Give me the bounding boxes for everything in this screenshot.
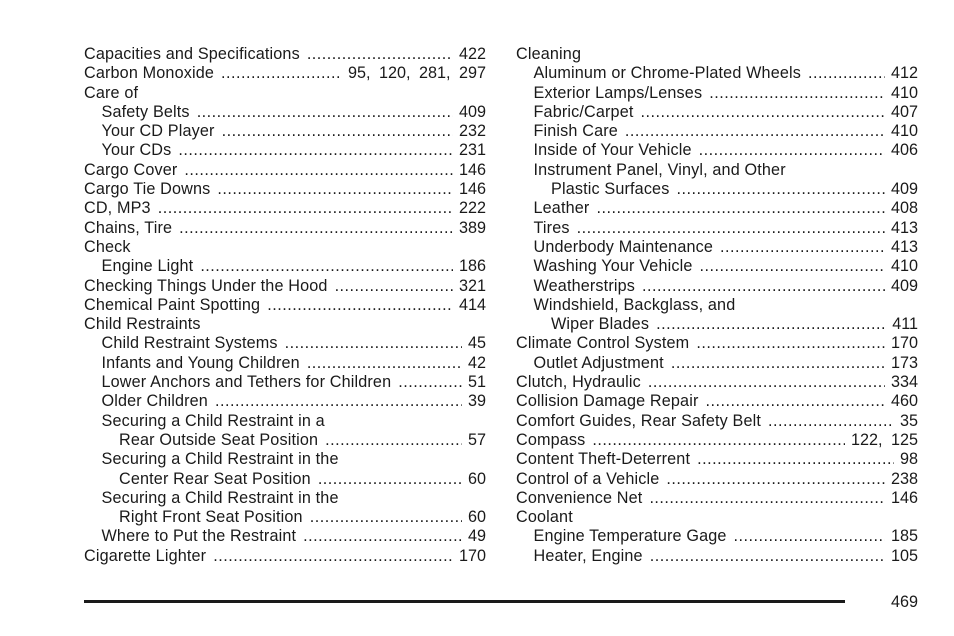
entry-page-ref: 146	[890, 488, 918, 507]
index-entry	[84, 392, 486, 411]
entry-label: Aluminum or Chrome-Plated Wheels	[533, 64, 801, 83]
dot-leader	[310, 508, 462, 527]
entry-page-ref: 410	[890, 257, 918, 276]
index-entry	[516, 470, 918, 489]
index-heading	[516, 296, 918, 315]
entry-page-ref: 49	[467, 527, 486, 546]
index-entry	[84, 141, 486, 160]
entry-label: Infants and Young Children	[101, 353, 300, 372]
dot-leader	[699, 141, 885, 160]
entry-page-ref: 98	[899, 450, 918, 469]
entry-label: Outlet Adjustment	[533, 353, 664, 372]
entry-page-ref: 409	[890, 180, 918, 199]
index-heading	[84, 238, 486, 257]
entry-label: Instrument Panel, Vinyl, and Other	[533, 160, 786, 179]
dot-leader	[325, 431, 462, 450]
index-entry	[516, 219, 918, 238]
entry-page-ref: 412	[890, 64, 918, 83]
entry-label: Windshield, Backglass, and	[533, 295, 736, 314]
entry-label: Older Children	[101, 392, 208, 411]
dot-leader	[222, 122, 453, 141]
entry-label: Cargo Tie Downs	[84, 180, 211, 199]
index-entry	[516, 527, 918, 546]
index-entry	[516, 238, 918, 257]
entry-label: Finish Care	[533, 122, 618, 141]
entry-page-ref: 232	[458, 122, 486, 141]
index-entry	[516, 84, 918, 103]
entry-page-ref: 222	[458, 199, 486, 218]
dot-leader	[158, 199, 453, 218]
entry-label: Convenience Net	[516, 488, 643, 507]
entry-page-ref: 60	[467, 469, 486, 488]
index-entry	[516, 334, 918, 353]
index-column-left	[84, 45, 486, 566]
index-entry	[84, 103, 486, 122]
entry-page-ref: 334	[890, 373, 918, 392]
index-entry	[516, 450, 918, 469]
entry-label: Securing a Child Restraint in the	[101, 488, 339, 507]
entry-page-ref: 173	[890, 353, 918, 372]
dot-leader	[676, 180, 885, 199]
dot-leader	[697, 450, 894, 469]
dot-leader	[267, 296, 453, 315]
dot-leader	[307, 354, 462, 373]
entry-label: Your CDs	[101, 141, 172, 160]
index-entry	[84, 431, 486, 450]
dot-leader	[303, 527, 462, 546]
entry-label: Lower Anchors and Tethers for Children	[101, 373, 392, 392]
index-entry	[516, 141, 918, 160]
entry-label: Chemical Paint Spotting	[84, 295, 261, 314]
entry-page-ref: 170	[890, 334, 918, 353]
entry-label: Check	[84, 237, 131, 256]
entry-page-ref: 57	[467, 430, 486, 449]
index-entry	[516, 64, 918, 83]
entry-page-ref: 146	[458, 160, 486, 179]
entry-label: Wiper Blades	[551, 315, 650, 334]
entry-page-ref: 422	[458, 45, 486, 63]
dot-leader	[197, 103, 453, 122]
entry-label: Comfort Guides, Rear Safety Belt	[516, 411, 762, 430]
entry-page-ref: 95, 120, 281, 297	[347, 64, 486, 83]
entry-label: Rear Outside Seat Position	[119, 430, 319, 449]
entry-page-ref: 410	[890, 83, 918, 102]
index-entry	[516, 103, 918, 122]
dot-leader	[649, 489, 885, 508]
entry-label: Securing a Child Restraint in a	[101, 411, 325, 430]
entry-label: Washing Your Vehicle	[533, 257, 693, 276]
entry-label: Where to Put the Restraint	[101, 527, 297, 546]
dot-leader	[213, 547, 453, 566]
index-entry	[516, 277, 918, 296]
dot-leader	[768, 412, 894, 431]
entry-label: Cleaning	[516, 45, 582, 63]
entry-label: Climate Control System	[516, 334, 690, 353]
index-entry	[516, 354, 918, 373]
index-entry	[516, 547, 918, 566]
index-entry	[516, 489, 918, 508]
entry-page-ref: 409	[458, 102, 486, 121]
entry-label: Compass	[516, 430, 586, 449]
entry-label: Cargo Cover	[84, 160, 178, 179]
entry-label: Center Rear Seat Position	[119, 469, 311, 488]
entry-page-ref: 51	[467, 373, 486, 392]
index-heading	[84, 450, 486, 469]
entry-page-ref: 105	[890, 546, 918, 565]
dot-leader	[671, 354, 885, 373]
index-entry	[84, 45, 486, 64]
dot-leader	[720, 238, 885, 257]
entry-label: CD, MP3	[84, 199, 151, 218]
dot-leader	[706, 392, 885, 411]
entry-label: Child Restraints	[84, 315, 201, 334]
entry-label: Inside of Your Vehicle	[533, 141, 692, 160]
index-heading	[84, 84, 486, 103]
entry-label: Securing a Child Restraint in the	[101, 450, 339, 469]
entry-label: Weatherstrips	[533, 276, 636, 295]
entry-label: Tires	[533, 218, 570, 237]
index-entry	[516, 431, 918, 450]
entry-page-ref: 39	[467, 392, 486, 411]
index-entry	[84, 527, 486, 546]
index-heading	[516, 508, 918, 527]
index-entry	[516, 122, 918, 141]
dot-leader	[592, 431, 845, 450]
entry-label: Control of a Vehicle	[516, 469, 660, 488]
index-column-right	[516, 45, 918, 566]
dot-leader	[215, 392, 462, 411]
dot-leader	[709, 84, 885, 103]
dot-leader	[178, 141, 453, 160]
index-entry	[84, 122, 486, 141]
index-entry	[84, 257, 486, 276]
index-entry	[84, 508, 486, 527]
index-entry	[84, 373, 486, 392]
index-heading	[84, 489, 486, 508]
entry-page-ref: 122, 125	[850, 430, 918, 449]
dot-leader	[200, 257, 453, 276]
entry-page-ref: 45	[467, 334, 486, 353]
index-entry	[84, 296, 486, 315]
dot-leader	[307, 45, 453, 64]
dot-leader	[734, 527, 885, 546]
entry-label: Engine Light	[101, 257, 194, 276]
index-entry	[84, 199, 486, 218]
entry-label: Coolant	[516, 508, 573, 527]
index-entry	[84, 354, 486, 373]
dot-leader	[699, 257, 885, 276]
entry-page-ref: 414	[458, 295, 486, 314]
index-entry	[84, 547, 486, 566]
index-entry	[516, 257, 918, 276]
entry-page-ref: 35	[899, 411, 918, 430]
entry-label: Fabric/Carpet	[533, 102, 634, 121]
dot-leader	[625, 122, 885, 141]
entry-label: Right Front Seat Position	[119, 508, 303, 527]
dot-leader	[179, 219, 453, 238]
entry-label: Plastic Surfaces	[551, 180, 670, 199]
entry-page-ref: 406	[890, 141, 918, 160]
dot-leader	[335, 277, 453, 296]
index-entry	[84, 219, 486, 238]
entry-page-ref: 411	[892, 315, 918, 334]
index-heading	[516, 161, 918, 180]
entry-page-ref: 321	[458, 276, 486, 295]
entry-label: Heater, Engine	[533, 546, 643, 565]
entry-page-ref: 186	[458, 257, 486, 276]
dot-leader	[221, 64, 342, 83]
entry-page-ref: 185	[890, 527, 918, 546]
index-entry	[516, 373, 918, 392]
entry-label: Your CD Player	[101, 122, 215, 141]
dot-leader	[808, 64, 885, 83]
dot-leader	[398, 373, 462, 392]
dot-leader	[318, 470, 462, 489]
index-heading	[84, 315, 486, 334]
entry-label: Care of	[84, 83, 139, 102]
entry-label: Capacities and Specifications	[84, 45, 300, 63]
index-entry	[516, 199, 918, 218]
entry-page-ref: 408	[890, 199, 918, 218]
entry-label: Checking Things Under the Hood	[84, 276, 328, 295]
entry-label: Leather	[533, 199, 590, 218]
entry-page-ref: 170	[458, 546, 486, 565]
index-entry	[84, 470, 486, 489]
dot-leader	[596, 199, 885, 218]
dot-leader	[285, 334, 462, 353]
entry-page-ref: 42	[467, 353, 486, 372]
entry-label: Safety Belts	[101, 102, 190, 121]
index-entry	[516, 412, 918, 431]
entry-page-ref: 389	[458, 218, 486, 237]
dot-leader	[642, 277, 885, 296]
footer-rule	[84, 600, 845, 603]
entry-page-ref: 60	[467, 508, 486, 527]
index-entry	[84, 334, 486, 353]
entry-label: Content Theft-Deterrent	[516, 450, 691, 469]
entry-label: Chains, Tire	[84, 218, 173, 237]
dot-leader	[650, 547, 885, 566]
index-entry	[516, 392, 918, 411]
index-entry	[516, 180, 918, 199]
entry-label: Exterior Lamps/Lenses	[533, 83, 703, 102]
index-entry	[84, 161, 486, 180]
entry-label: Child Restraint Systems	[101, 334, 278, 353]
entry-label: Cigarette Lighter	[84, 546, 207, 565]
entry-page-ref: 413	[890, 218, 918, 237]
index-entry	[84, 64, 486, 83]
entry-label: Carbon Monoxide	[84, 64, 215, 83]
dot-leader	[666, 470, 885, 489]
entry-label: Collision Damage Repair	[516, 392, 699, 411]
entry-label: Underbody Maintenance	[533, 237, 714, 256]
dot-leader	[184, 161, 453, 180]
index-entry	[84, 180, 486, 199]
entry-page-ref: 460	[890, 392, 918, 411]
dot-leader	[641, 103, 885, 122]
entry-page-ref: 146	[458, 180, 486, 199]
dot-leader	[577, 219, 885, 238]
dot-leader	[656, 315, 886, 334]
entry-page-ref: 407	[890, 102, 918, 121]
page-number: 469	[890, 593, 918, 611]
entry-page-ref: 413	[890, 237, 918, 256]
entry-page-ref: 410	[890, 122, 918, 141]
dot-leader	[696, 334, 885, 353]
entry-page-ref: 409	[890, 276, 918, 295]
index-heading	[84, 412, 486, 431]
index-entry	[516, 315, 918, 334]
entry-page-ref: 238	[890, 469, 918, 488]
dot-leader	[648, 373, 885, 392]
dot-leader	[217, 180, 453, 199]
entry-label: Engine Temperature Gage	[533, 527, 727, 546]
index-heading	[516, 45, 918, 64]
entry-label: Clutch, Hydraulic	[516, 373, 641, 392]
index-entry	[84, 277, 486, 296]
entry-page-ref: 231	[458, 141, 486, 160]
